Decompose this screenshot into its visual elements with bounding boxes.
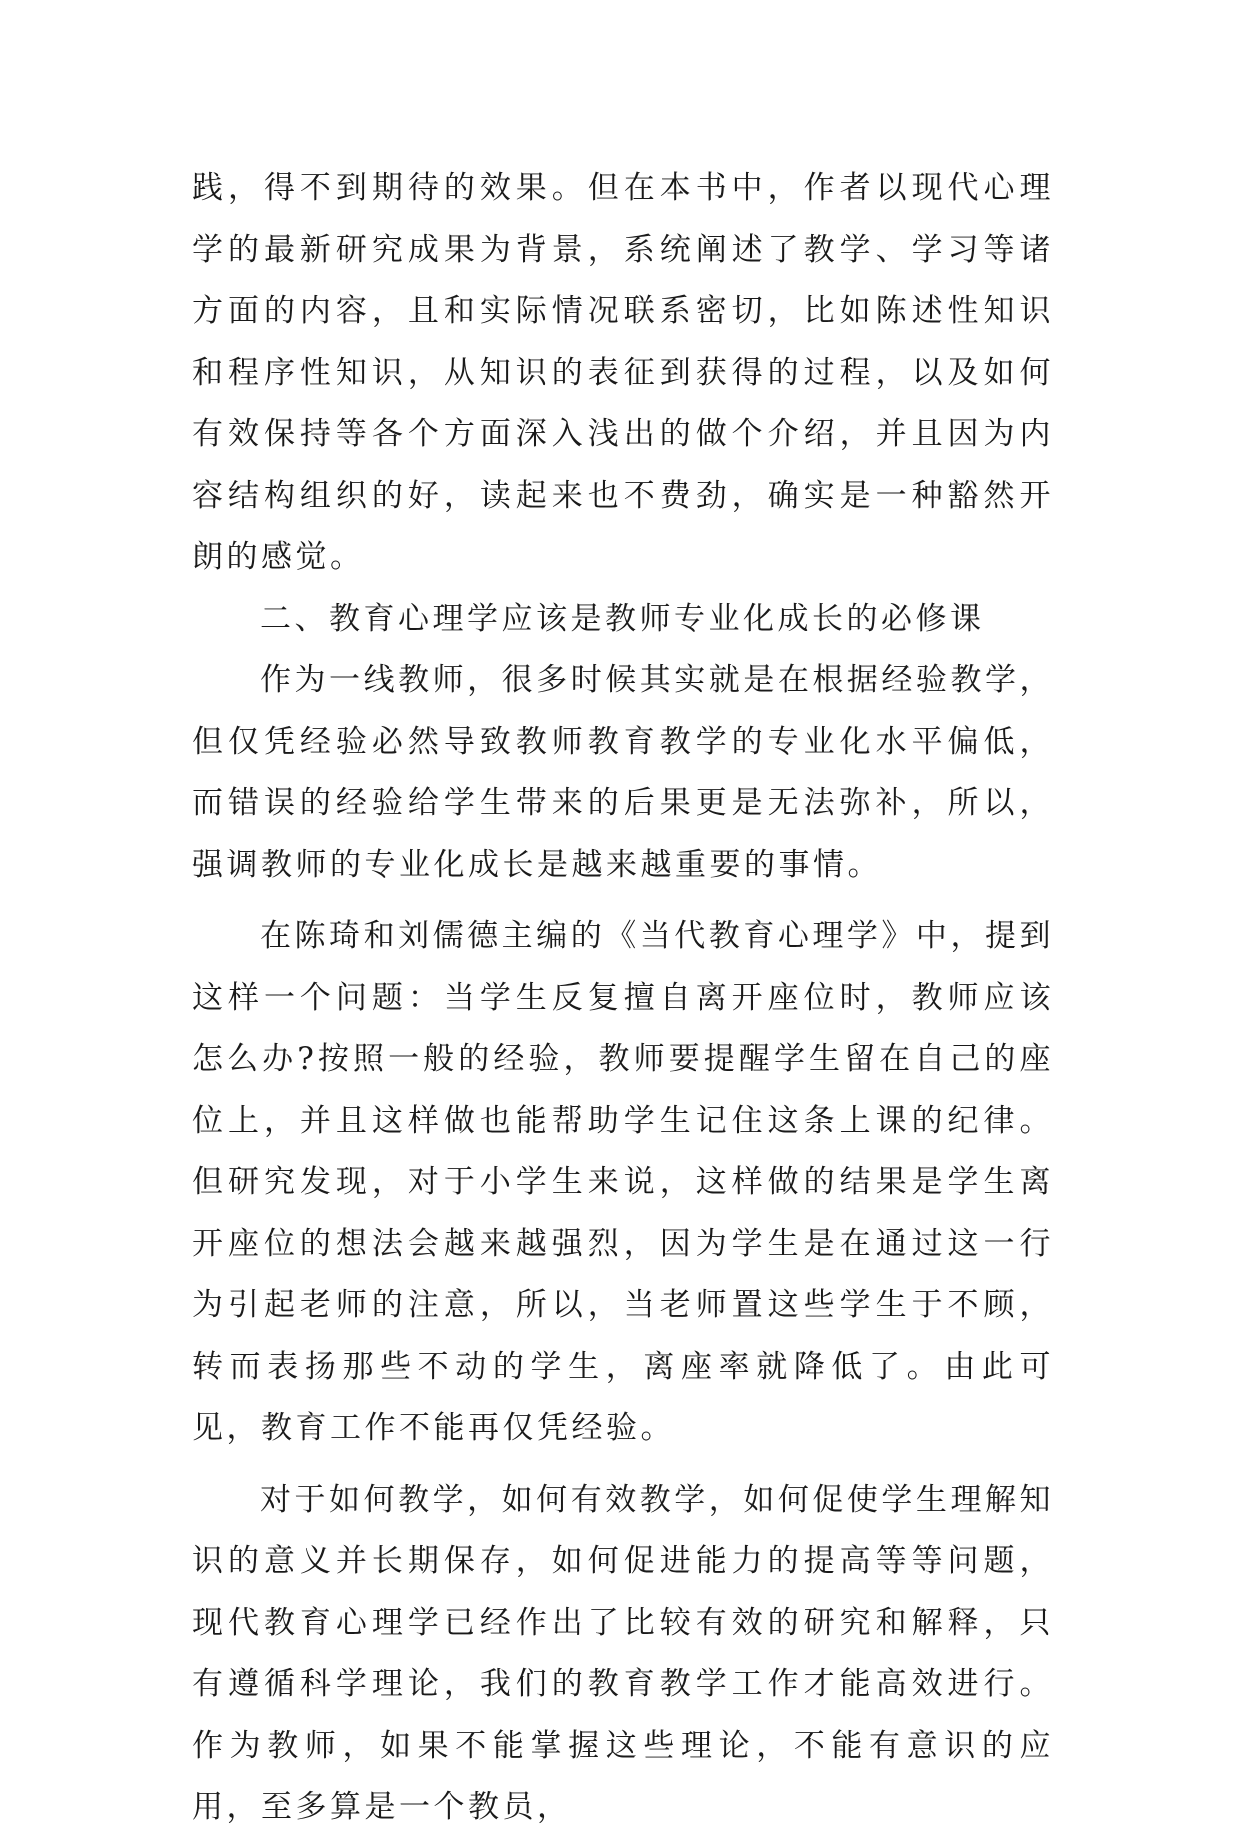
body-text — [192, 158, 1054, 1839]
paragraph: 在陈琦和刘儒德主编的《当代教育心理学》中，提到这样一个问题：当学生反复擅自离开座位时，教师应该怎么办?按照一般的经验，教师要提醒学生留在自己的座位上，并且这样做也能帮助学生记住这条上课的纪律。但研究发现，对于小学生来说，这样做的结果是学生离开座位的想法会越来越强烈，因为学生是在通过这一行为引起老师的注意，所以，当老师置这些学生于不顾，转而表扬那些不动的学生，离座率就降低了。由此可见，教育工作不能再仅凭经验。 — [192, 918, 1054, 1446]
paragraph: 对于如何教学，如何有效教学，如何促使学生理解知识的意义并长期保存，如何促进能力的提高等等问题，现代教育心理学已经作出了比较有效的研究和解释，只有遵循科学理论，我们的教育教学工作才能高效进行。作为教师，如果不能掌握这些理论，不能有意识的应用，至多算是一个教员， — [192, 1481, 1054, 1825]
paragraph: 作为一线教师，很多时候其实就是在根据经验教学，但仅凭经验必然导致教师教育教学的专业化水平偏低，而错误的经验给学生带来的后果更是无法弥补，所以，强调教师的专业化成长是越来越重要的事情。 — [192, 662, 1054, 883]
section-heading: 二、教育心理学应该是教师专业化成长的必修课 — [260, 600, 985, 637]
paragraph-continued: 践，得不到期待的效果。但在本书中，作者以现代心理学的最新研究成果为背景，系统阐述了教学、学习等诸方面的内容，且和实际情况联系密切，比如陈述性知识和程序性知识，从知识的表征到获得的过程，以及如何有效保持等各个方面深入浅出的做个介绍，并且因为内容结构组织的好，读起来也不费劲，确实是一种豁然开朗的感觉。 — [192, 170, 1054, 575]
